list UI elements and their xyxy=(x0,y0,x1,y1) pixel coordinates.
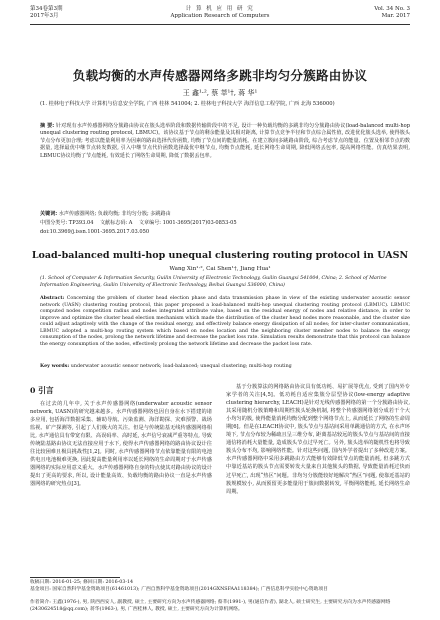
header-vol-no-en: Vol. 34 No. 3 xyxy=(374,6,410,12)
header-volume-issue: 第34卷第3期 xyxy=(30,6,63,12)
abstract-cn-text: 针对现有水声传感器网络分簇路由协议在簇头选举阶段和数据传输阶段中的不足, 设计一种负载均衡的多跳非均匀分簇路由协议(load-balanced multi-hop unequal clustering routing protocol, LBMUC)。该协议基于节点的剩余能量及其相对距离, 计算节点竞争半径和节点综合属性值, 改进优化簇头选举, 使得簇头节点分布更加合理; 考虑以能量利用率为因素的路由选择代价函数, 均衡了节点间的能量消耗。在建立簇间多跳路由阶段, 综合考虑节点的能量、位置及相邻节点的数据量, 选择最优中继节点转发数据, 引入中继节点代价函数选择最优中继节点, 均衡节点能耗, 延长网络生命周期, 降低网络丢包率, 提高网络性能。仿真结果表明, LBMUC协议均衡了节点能耗, 有效延长了网络生命周期, 降低了数据丢包率。 xyxy=(40,123,410,159)
keywords-en xyxy=(40,363,410,370)
affiliation-en: (1. School of Computer & Information Security, Guilin University of Electronic Technology, Guilin Guangxi 541004, China; 2. School of Marine Information Engineering, Guilin University of Electronic Technology, Beihai Guangxi 536000, China) xyxy=(40,276,387,288)
journal-name-en: Application Research of Computers xyxy=(170,13,270,19)
keywords-cn xyxy=(40,211,410,218)
paper-title-en: Load-balanced multi-hop unequal clustering routing protocol in UASN xyxy=(31,250,409,261)
abstract-en-label: Abstract: xyxy=(40,296,65,301)
article-meta-cn xyxy=(40,220,410,227)
header-date-cn: 2017年3月 xyxy=(30,13,59,19)
abstract-en xyxy=(40,296,410,348)
doi-link[interactable]: doi:10.3969/j.issn.1001-3695.2017.03.050 xyxy=(40,229,150,235)
article-number: 文章编号: 1001-3695(2017)03-0853-05 xyxy=(138,220,237,226)
body-column-right: 基于分簇算法的网络路由协议具有低功耗、易扩展等优点, 受到了国内外专家学者的关注[4,5]。低功耗自适应集簇分层型协议(low-energy adaptive clustering hierarchy, LEACH)是针对无线传感器网络的第一个分簇路由协议, 其采用随机分簇策略和周期性簇头轮换机制, 将整个传感器网络划分成若干个大小均匀的簇, 使得能量消耗均衡分配到整个网络节点上, 从而延长了网络的生命周期[6]。但是在LEACH协议中, 簇头节点与基站间采用单跳通信的方式, 在水声环境下, 节点分布较为稀疏且呈三维分布, 距离基站较远的簇头节点与基站间的直接通信将消耗大量能量, 造成簇头节点过早死亡。另外, 簇头选举的随机性也将导致簇头分布不均, 影响网络性能。针对这些问题, 国内外学者提出了多种改进方案。水声传感器网络中采用多跳路由方式能够有效降低节点的能量消耗, 但多跳方式中靠近基站的簇头节点需要转发大量来自其他簇头的数据, 导致能量消耗过快而过早死亡, 出现“热区”问题。非均匀分簇能较好地解决“热区”问题, 使靠近基站的簇规模较小, 从而预留更多能量用于簇间数据转发, 平衡网络能耗, 延长网络生命周期。 xyxy=(226,384,410,495)
paper-title-cn: 负载均衡的水声传感器网络多跳非均匀分簇路由协议 xyxy=(72,68,368,83)
footnote-author-bio: 作者简介: 王鑫(1976-), 男, 陕西西安人, 副教授, 硕士, 主要研究方向为水声传感器网络; 蔡莘(1991-), 男(通信作者), 湖北人, 硕士研究生, 主要研究方向为水声传感器网络(2430624518@qq.com); 蒋华(1963-), 男, 广西桂林人, 教授, 硕士, 主要研究方向为计算机网络。 xyxy=(30,600,391,612)
footnote-fund: 基金项目: 国家自然科学基金资助项目(61461013); 广西自然科学基金资助项目(2014GXNSFAA118384); 广西信息科学实验中心资助项目 xyxy=(30,587,328,592)
document-code: 文献标志码: A xyxy=(99,220,133,226)
abstract-cn-label: 摘 要: xyxy=(40,123,55,129)
abstract-cn xyxy=(40,123,410,160)
clc-number: 中图分类号: TP393.04 xyxy=(40,220,94,226)
header-journal xyxy=(30,6,410,20)
keywords-cn-label: 关键词: xyxy=(40,211,58,217)
header-rule xyxy=(30,24,410,25)
abstract-en-text: Concerning the problem of cluster head election phase and data transmission phase in view of the existing underwater acoustic sensor network (UASN) clustering routing protocol, this paper proposed a load-balanced multi-hop unequal clustering routing protocol (LBMUC). LBMUC computed nodes competition radius and nodes integrated attribute value, based on the residual energy of nodes and relative distance, in order to improve and optimize the cluster head election mechanism which made the distribution of the cluster head nodes more reasonable, and the cluster size could adjust adaptively with the change of the residual energy, and effectively balance energy dissipation of all nodes; for inter-cluster communication, LBMUC adopted a multi-hop routing system which based on nodes location and the neighboring cluster member nodes to balance the energy consumption of the nodes, prolong the network lifetime and decrease the packet loss rate. Simulation results demonstrate that this protocol can balance the energy consumption of the nodes, effectively prolong the network lifetime and decrease the packet loss rate. xyxy=(40,296,410,347)
doi-line xyxy=(40,229,410,236)
keywords-cn-text: 水声传感器网络; 负载均衡; 非均匀分簇; 多跳路由 xyxy=(58,211,171,217)
keywords-en-label: Key words: xyxy=(40,363,70,369)
section-heading-introduction: 0 引言 xyxy=(30,386,54,395)
keywords-en-text: underwater acoustic sensor network; load-balanced; unequal clustering; multi-hop routing xyxy=(70,364,292,369)
body-column-left: 在过去的几年中, 关于水声传感器网络(underwater acoustic sensor network, UASN)的研究越来越多。水声传感器网络也因自身在水下搭建的诸多应用, 包括海洋数据采集、辅助导航、污染监测、海洋勘探、灾难预警、战场监视、矿产探测等, 引起了人们极大的关注。但是与传统陆基无线传感器网络相比, 水声通信具有带宽有限、高误码率、高时延, 水声信号衰减严重等特点, 导致传统陆基路由协议无法直接应用于水下, 使得水声传感器网络的路由协议设计往往比较困难且极具挑战性[1,2]。同时, 水声传感器网络节点依靠能量有限的电池供电且电池极难更换, 因此提高能量利用率以延长网络的生命周期对于水声传感器网络的实际应用意义重大。水声传感器网络自身的特点使其对路由协议的设计提出了更高的要求, 所以, 设计能量高效、负载均衡的路由协议一直是水声传感器网络的研究热点[3]。 xyxy=(30,401,212,488)
authors-cn: 王 鑫¹·², 蔡 莘¹†, 蒋 华¹ xyxy=(182,89,258,97)
journal-name-cn: 计 算 机 应 用 研 究 xyxy=(185,6,255,12)
authors-en: Wang Xin¹·², Cai Shen¹†, Jiang Hua¹ xyxy=(169,266,271,272)
affiliation-cn: (1. 桂林电子科技大学 计算机与信息安全学院, 广西 桂林 541004; 2. 桂林电子科技大学 海洋信息工程学院, 广西 北海 536000) xyxy=(40,101,335,107)
running-header xyxy=(30,6,410,26)
header-date-en: Mar. 2017 xyxy=(381,13,410,19)
footnote-rule xyxy=(30,577,120,578)
footnote-received: 收稿日期: 2016-01-25; 修回日期: 2016-03-14 xyxy=(30,580,134,585)
header-volume-en xyxy=(374,6,410,20)
